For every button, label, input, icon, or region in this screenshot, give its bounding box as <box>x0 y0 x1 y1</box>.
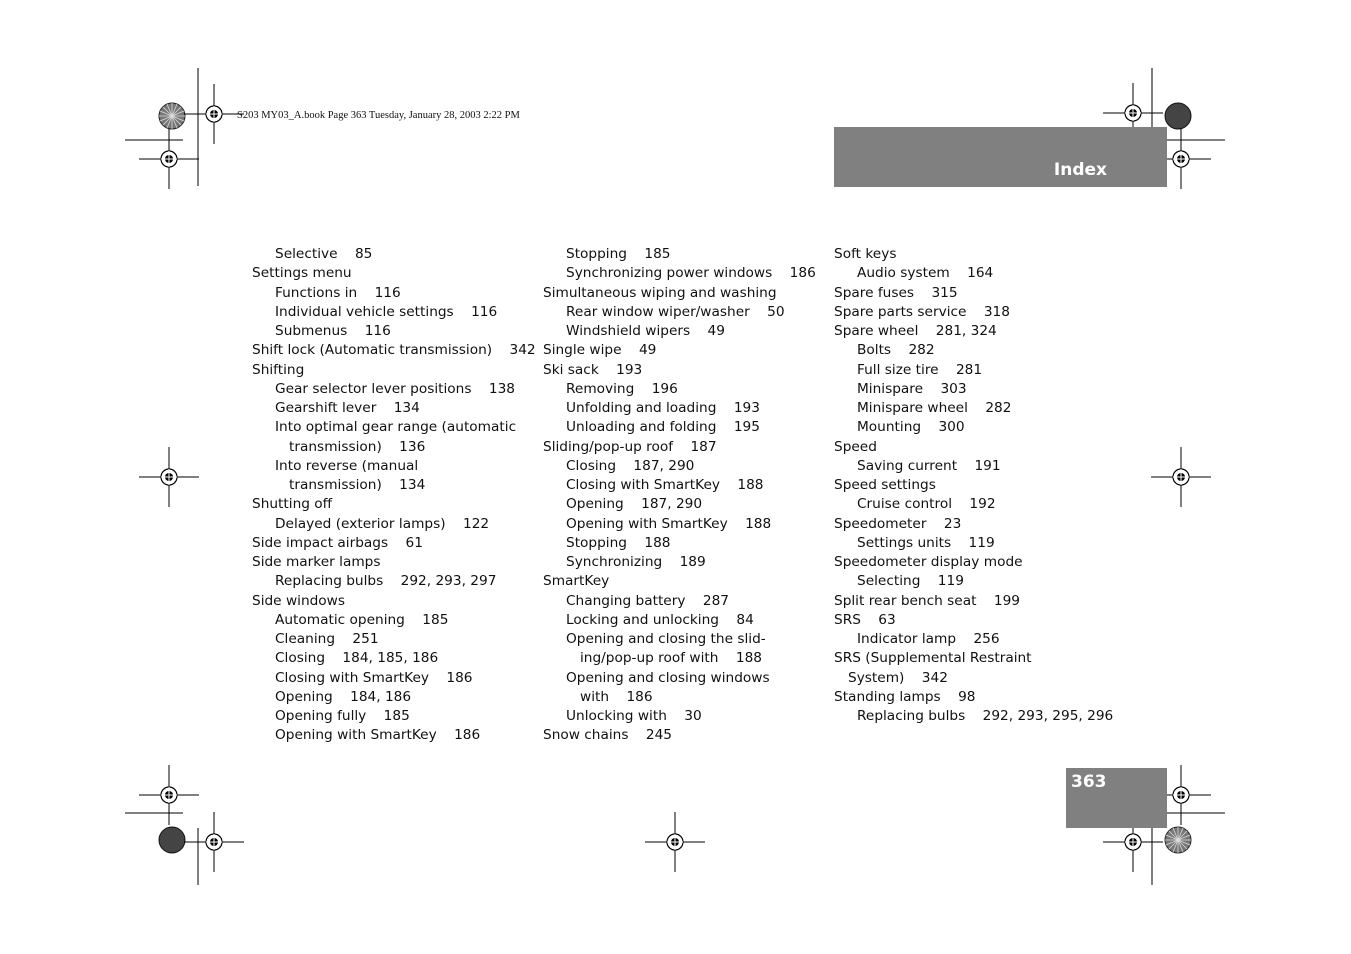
index-subentry: Unlocking with 30 <box>566 708 702 724</box>
index-entry: Shift lock (Automatic transmission) 342 <box>252 342 536 359</box>
index-subentry: Rear window wiper/washer 50 <box>566 303 785 320</box>
index-subentry: Synchronizing power windows 186 <box>566 265 816 282</box>
index-subentry: Locking and unlocking 84 <box>566 611 754 628</box>
section-header-box <box>834 127 1167 187</box>
index-subentry: System) 342 <box>848 669 948 686</box>
index-subentry: Cruise control 192 <box>857 496 996 513</box>
index-subentry: Saving current 191 <box>857 457 1001 474</box>
index-entry: Soft keys <box>834 246 897 262</box>
index-subentry: Opening with SmartKey 186 <box>275 727 481 744</box>
index-subentry: Replacing bulbs 292, 293, 297 <box>275 573 497 590</box>
index-entry: Side impact airbags 61 <box>252 534 423 551</box>
index-subentry: ing/pop-up roof with 188 <box>580 650 762 667</box>
index-subentry: Automatic opening 185 <box>275 611 449 628</box>
index-subentry: Into optimal gear range (automatic <box>275 419 517 436</box>
index-subentry: transmission) 134 <box>289 477 426 493</box>
index-subentry: Settings units 119 <box>857 534 995 551</box>
index-subentry: Closing with SmartKey 186 <box>275 669 473 686</box>
index-entry: Speed settings <box>834 477 936 493</box>
index-subentry: Opening fully 185 <box>275 708 410 724</box>
index-subentry: Full size tire 281 <box>857 361 983 378</box>
index-entry: Shutting off <box>252 496 333 513</box>
index-entry: Settings menu <box>252 265 352 282</box>
page-number-box <box>1066 768 1167 828</box>
index-subentry: Unfolding and loading 193 <box>566 400 760 416</box>
index-subentry: Removing 196 <box>566 380 678 397</box>
index-column-2 <box>543 245 816 746</box>
index-subentry: Functions in 116 <box>275 284 401 301</box>
index-entry: Ski sack 193 <box>543 361 643 378</box>
index-entry: Spare wheel 281, 324 <box>834 323 997 339</box>
index-entry: Side windows <box>252 592 346 609</box>
index-entry: Single wipe 49 <box>543 342 657 359</box>
index-column-3 <box>834 245 1113 726</box>
index-entry: Simultaneous wiping and washing <box>543 284 777 301</box>
index-subentry: Selective 85 <box>275 246 373 262</box>
print-header-info: S203 MY03_A.book Page 363 Tuesday, January 28, 2003 2:22 PM <box>237 110 520 121</box>
index-entry: Spare parts service 318 <box>834 303 1010 320</box>
index-entry: Standing lamps 98 <box>834 688 976 705</box>
index-subentry: Indicator lamp 256 <box>857 631 1000 647</box>
index-entry: Snow chains 245 <box>543 727 673 744</box>
index-subentry: Minispare 303 <box>857 380 967 397</box>
index-subentry: with 186 <box>580 688 653 705</box>
index-entry: Shifting <box>252 361 305 378</box>
index-entry: Split rear bench seat 199 <box>834 592 1020 609</box>
index-subentry: Cleaning 251 <box>275 631 379 647</box>
index-entry: Speed <box>834 438 877 455</box>
index-subentry: Windshield wipers 49 <box>566 323 725 339</box>
index-subentry: Stopping 188 <box>566 534 671 551</box>
index-subentry: Minispare wheel 282 <box>857 400 1012 416</box>
index-subentry: Closing 187, 290 <box>566 457 695 474</box>
index-subentry: Mounting 300 <box>857 419 965 436</box>
index-subentry: Replacing bulbs 292, 293, 295, 296 <box>857 708 1114 724</box>
index-subentry: Opening and closing the slid- <box>566 631 766 647</box>
index-subentry: Gearshift lever 134 <box>275 400 420 416</box>
index-subentry: Changing battery 287 <box>566 592 729 609</box>
index-subentry: Submenus 116 <box>275 323 391 339</box>
index-entry: Speedometer 23 <box>834 515 962 532</box>
page-number: 363 <box>1071 772 1107 792</box>
index-entry: Side marker lamps <box>252 554 381 570</box>
index-subentry: Opening 184, 186 <box>275 688 412 705</box>
index-entry: Spare fuses 315 <box>834 284 958 301</box>
index-subentry: Stopping 185 <box>566 246 671 262</box>
section-title: Index <box>1053 160 1107 180</box>
index-subentry: Opening with SmartKey 188 <box>566 515 772 532</box>
index-subentry: Audio system 164 <box>857 265 994 282</box>
index-subentry: transmission) 136 <box>289 438 426 455</box>
index-subentry: Individual vehicle settings 116 <box>275 303 498 320</box>
index-entry: Speedometer display mode <box>834 554 1023 570</box>
index-subentry: Into reverse (manual <box>275 457 419 474</box>
index-subentry: Unloading and folding 195 <box>566 419 760 436</box>
index-entry: Sliding/pop-up roof 187 <box>543 438 717 455</box>
index-subentry: Selecting 119 <box>857 573 964 590</box>
index-subentry: Opening and closing windows <box>566 669 770 686</box>
index-subentry: Closing with SmartKey 188 <box>566 477 764 493</box>
index-subentry: Gear selector lever positions 138 <box>275 380 516 397</box>
index-entry: SRS 63 <box>834 611 896 628</box>
index-column-1 <box>252 245 536 746</box>
index-entry: SmartKey <box>543 573 610 590</box>
index-subentry: Opening 187, 290 <box>566 496 703 513</box>
index-subentry: Closing 184, 185, 186 <box>275 650 439 667</box>
index-subentry: Delayed (exterior lamps) 122 <box>275 515 490 532</box>
index-subentry: Bolts 282 <box>857 342 935 359</box>
index-subentry: Synchronizing 189 <box>566 554 706 570</box>
index-entry: SRS (Supplemental Restraint <box>834 650 1032 667</box>
